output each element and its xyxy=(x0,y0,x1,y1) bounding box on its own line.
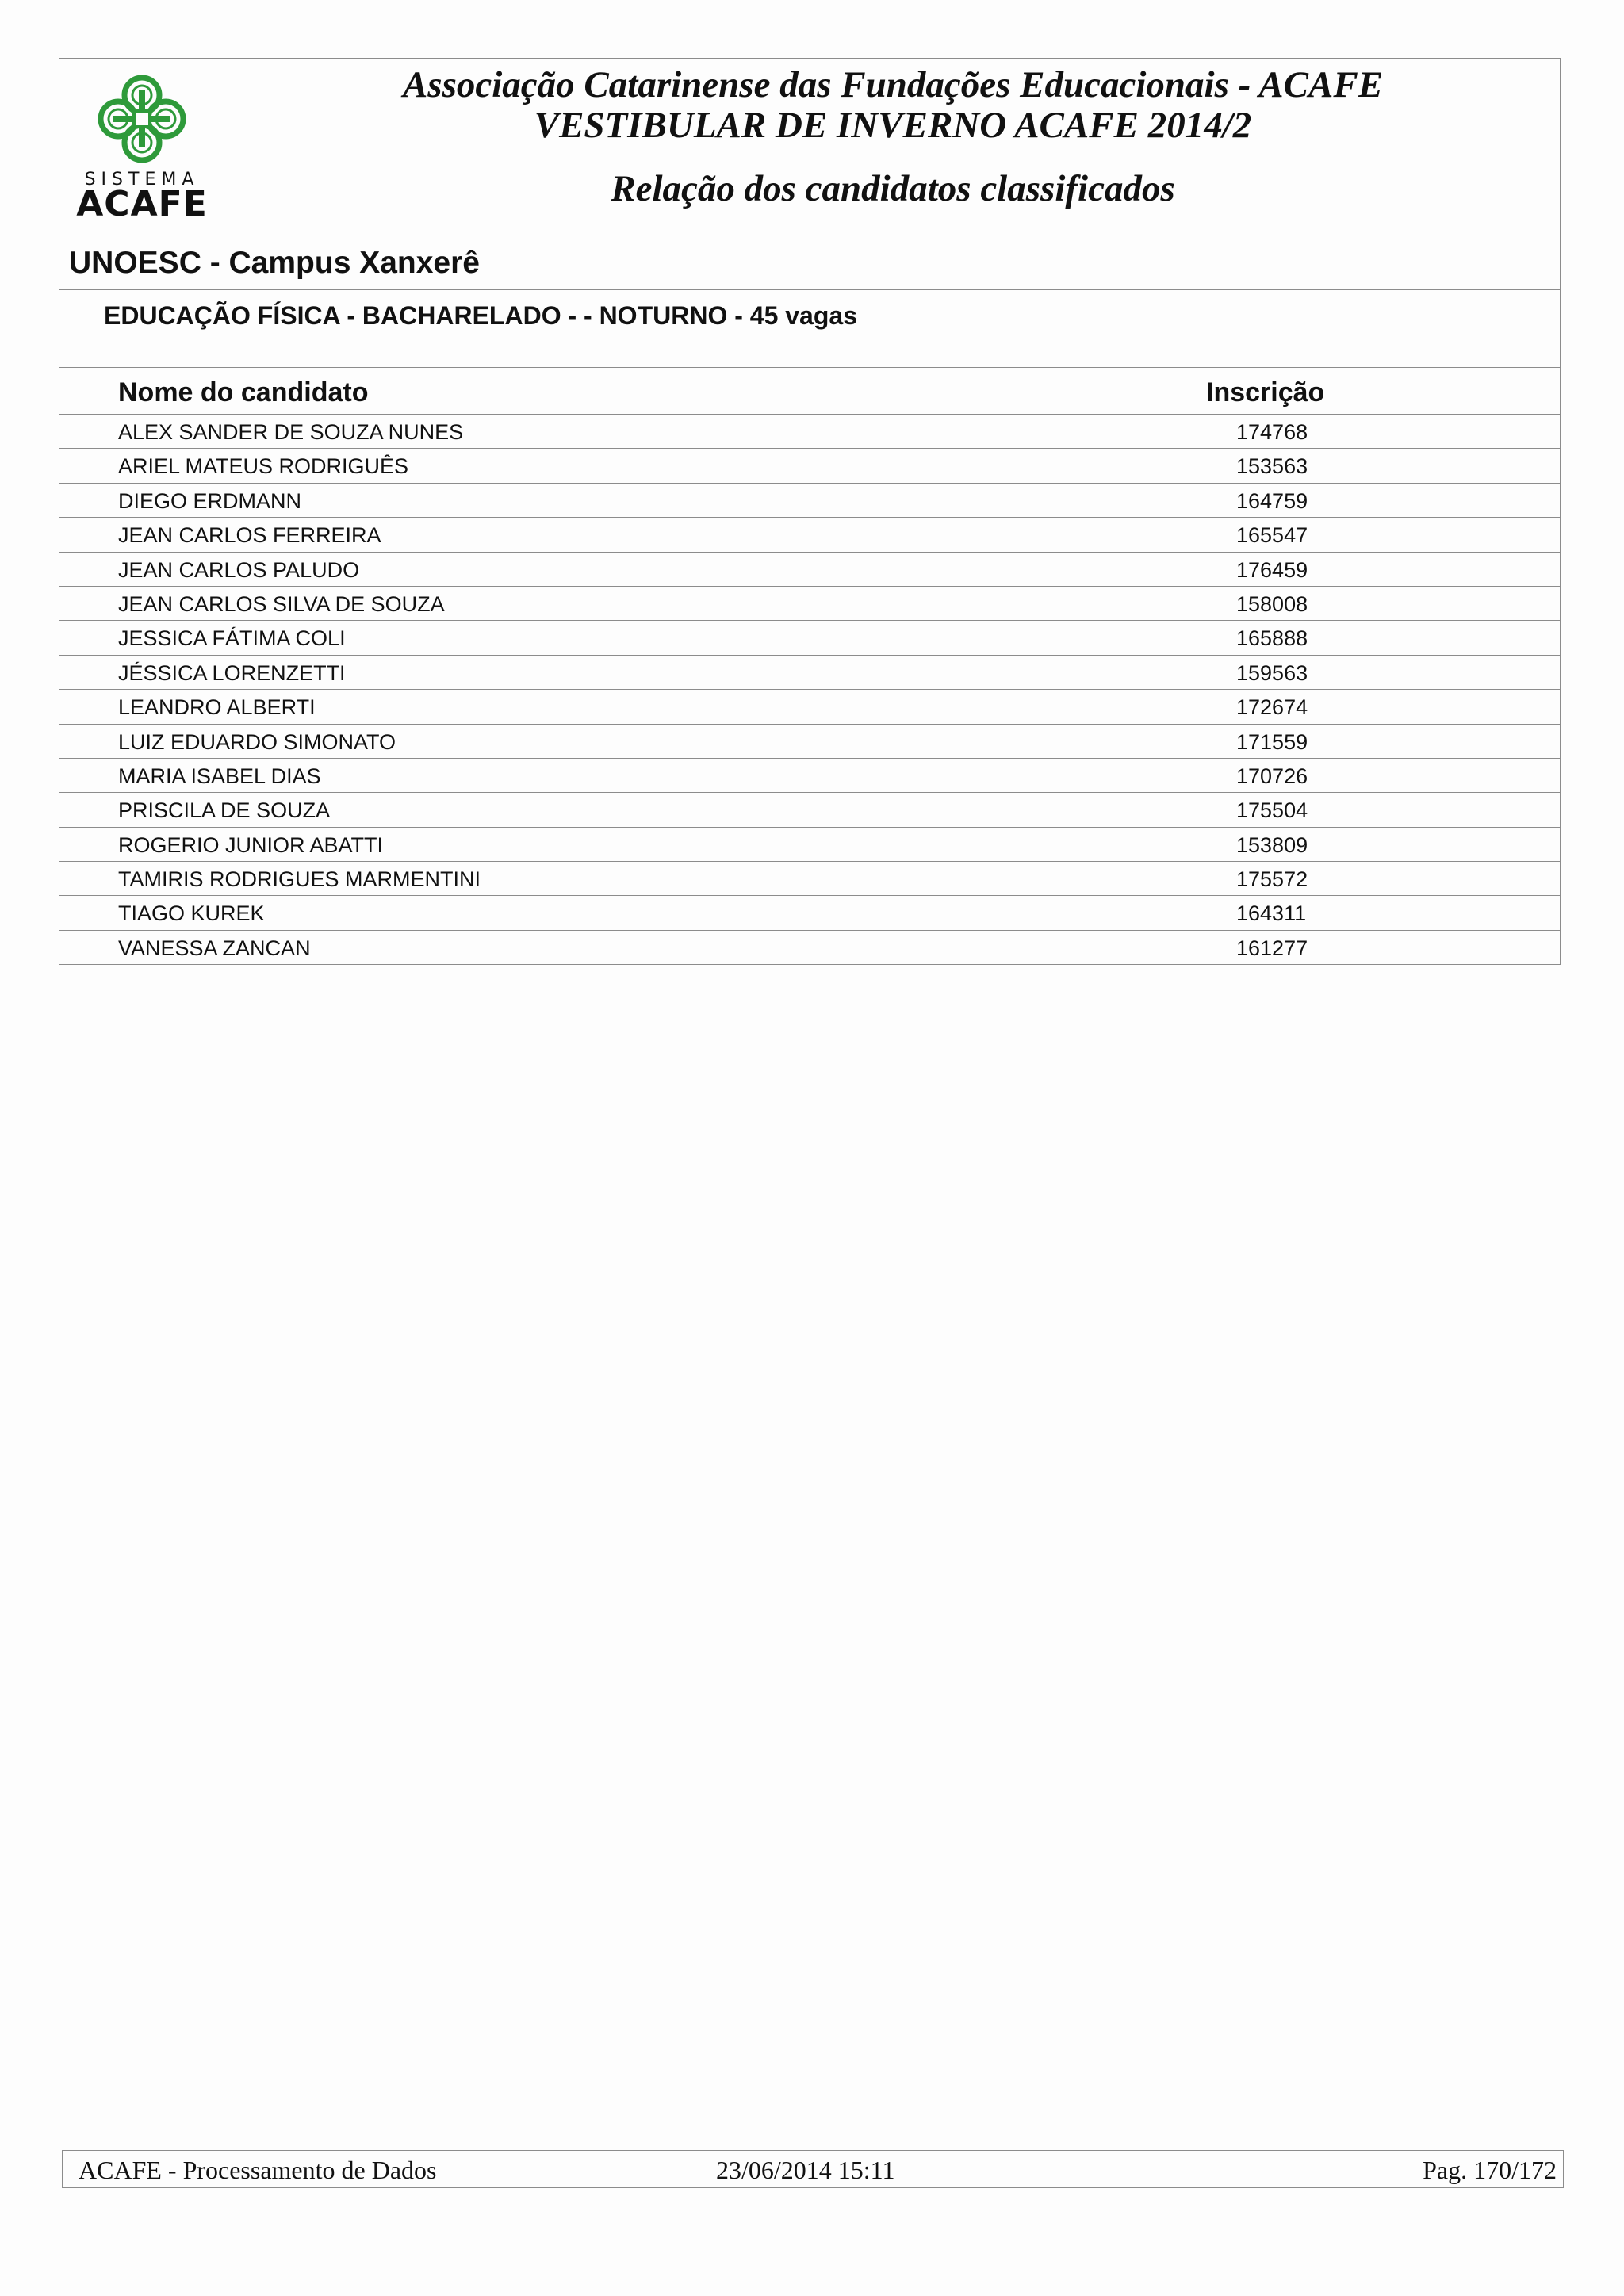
candidate-inscricao: 159563 xyxy=(1236,660,1308,685)
table-row xyxy=(59,415,1560,449)
candidate-list xyxy=(59,415,1560,965)
candidate-inscricao: 165888 xyxy=(1236,626,1308,651)
candidate-name: DIEGO ERDMANN xyxy=(118,488,302,513)
table-row xyxy=(59,828,1560,862)
candidate-inscricao: 164759 xyxy=(1236,488,1308,513)
column-header-name: Nome do candidato xyxy=(118,377,369,408)
candidate-inscricao: 175572 xyxy=(1236,867,1308,892)
candidate-name: LEANDRO ALBERTI xyxy=(118,695,316,720)
table-header xyxy=(59,368,1560,415)
course-section xyxy=(59,290,1560,368)
candidate-name: TIAGO KUREK xyxy=(118,901,265,926)
candidate-inscricao: 171559 xyxy=(1236,729,1308,754)
table-row xyxy=(59,896,1560,930)
candidate-name: ROGERIO JUNIOR ABATTI xyxy=(118,832,384,857)
candidate-inscricao: 176459 xyxy=(1236,557,1308,582)
report-title: Relação dos candidatos classificados xyxy=(611,168,1175,209)
acafe-emblem-icon xyxy=(72,68,212,170)
candidate-name: PRISCILA DE SOUZA xyxy=(118,798,331,823)
campus-section xyxy=(59,228,1560,290)
organization-title: Associação Catarinense das Fundações Educacionais - ACAFE xyxy=(402,64,1384,105)
candidate-inscricao: 153809 xyxy=(1236,832,1308,857)
table-row xyxy=(59,484,1560,518)
footer-timestamp: 23/06/2014 15:11 xyxy=(716,2156,895,2184)
results-frame xyxy=(59,58,1561,965)
table-row xyxy=(59,725,1560,759)
candidate-name: JEAN CARLOS PALUDO xyxy=(118,557,360,582)
table-row xyxy=(59,518,1560,552)
course-title: EDUCAÇÃO FÍSICA - BACHARELADO - - NOTURNO - 45 vagas xyxy=(104,301,857,330)
candidate-inscricao: 164311 xyxy=(1236,901,1307,926)
candidate-inscricao: 170726 xyxy=(1236,763,1308,788)
table-row xyxy=(59,587,1560,621)
footer-source: ACAFE - Processamento de Dados xyxy=(79,2156,437,2184)
logo-caption-acafe: ACAFE xyxy=(76,184,208,224)
column-header-inscricao: Inscrição xyxy=(1206,377,1325,408)
table-row xyxy=(59,690,1560,724)
page-footer xyxy=(62,2150,1564,2188)
table-row xyxy=(59,759,1560,793)
footer-page-number: Pag. 170/172 xyxy=(1423,2156,1557,2184)
candidate-name: JEAN CARLOS FERREIRA xyxy=(118,523,381,548)
candidate-inscricao: 174768 xyxy=(1236,420,1308,444)
candidate-name: TAMIRIS RODRIGUES MARMENTINI xyxy=(118,867,481,892)
table-row xyxy=(59,621,1560,655)
table-row xyxy=(59,931,1560,965)
candidate-name: ARIEL MATEUS RODRIGUÊS xyxy=(118,454,409,479)
campus-title: UNOESC - Campus Xanxerê xyxy=(69,246,480,280)
candidate-name: JÉSSICA LORENZETTI xyxy=(118,660,346,685)
candidate-name: VANESSA ZANCAN xyxy=(118,936,311,960)
candidate-name: JEAN CARLOS SILVA DE SOUZA xyxy=(118,591,445,616)
exam-title: VESTIBULAR DE INVERNO ACAFE 2014/2 xyxy=(534,105,1252,146)
table-row xyxy=(59,862,1560,896)
table-row xyxy=(59,656,1560,690)
table-row xyxy=(59,553,1560,587)
table-row xyxy=(59,449,1560,483)
candidate-name: JESSICA FÁTIMA COLI xyxy=(118,626,346,651)
candidate-name: MARIA ISABEL DIAS xyxy=(118,763,321,788)
table-row xyxy=(59,793,1560,827)
candidate-inscricao: 165547 xyxy=(1236,523,1308,548)
document-header xyxy=(59,59,1560,228)
candidate-name: ALEX SANDER DE SOUZA NUNES xyxy=(118,420,464,444)
candidate-inscricao: 172674 xyxy=(1236,695,1308,720)
candidate-inscricao: 161277 xyxy=(1236,936,1308,960)
logo-caption-sistema: SISTEMA xyxy=(84,170,200,189)
candidate-inscricao: 153563 xyxy=(1236,454,1308,479)
acafe-logo xyxy=(72,68,212,224)
candidate-inscricao: 158008 xyxy=(1236,591,1308,616)
candidate-inscricao: 175504 xyxy=(1236,798,1308,823)
candidate-name: LUIZ EDUARDO SIMONATO xyxy=(118,729,396,754)
